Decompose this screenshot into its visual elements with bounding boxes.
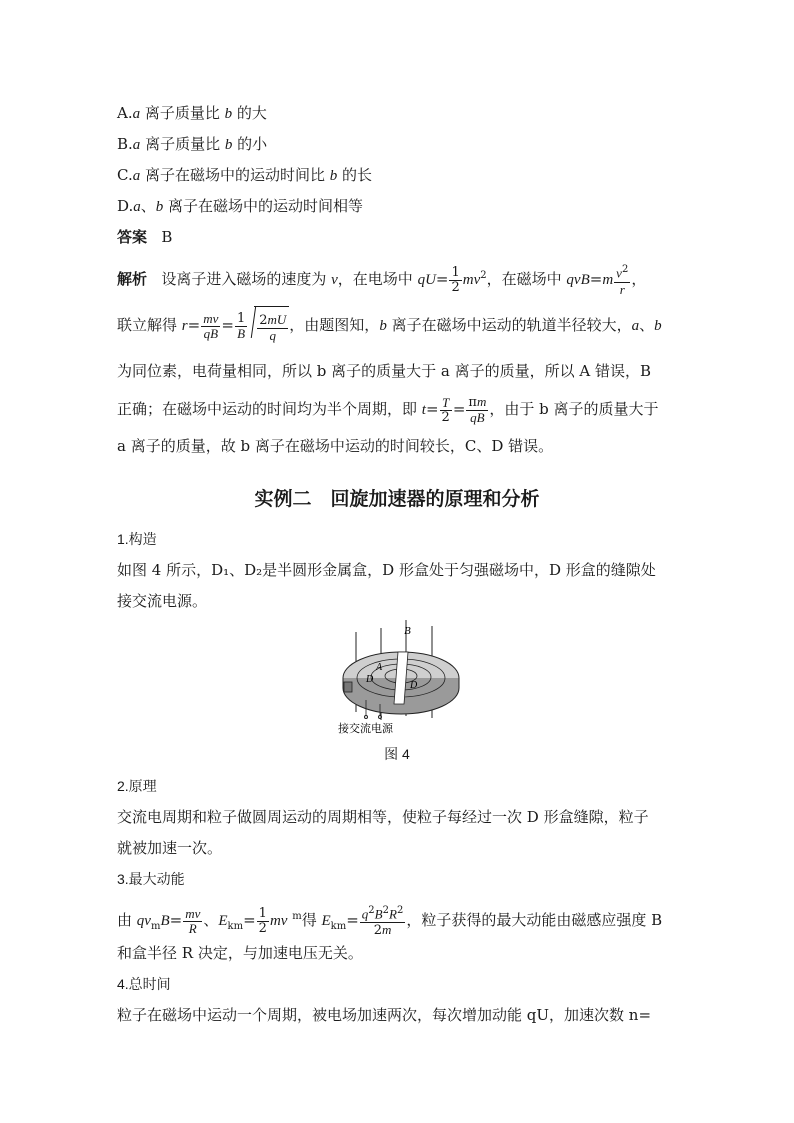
s3-title: 3.最大动能 — [117, 871, 185, 887]
analysis-line-3: 为同位素，电荷量相同，所以 b 离子的质量大于 a 离子的质量，所以 A 错误，B — [117, 362, 652, 380]
cyclotron-diagram — [336, 620, 466, 740]
label-d2: D — [410, 680, 418, 691]
analysis-line-5: a 离子的质量，故 b 离子在磁场中运动的时间较长，C、D 错误。 — [117, 437, 554, 455]
s4-title: 4.总时间 — [117, 976, 171, 992]
option-a: A.a 离子质量比 b 的大 — [117, 104, 267, 122]
s4-p1: 粒子在磁场中运动一个周期，被电场加速两次，每次增加动能 qU，加速次数 n= — [117, 1006, 652, 1024]
answer-value: B — [161, 228, 173, 246]
option-c: C.a 离子在磁场中的运动时间比 b 的长 — [117, 166, 373, 184]
label-b: B — [404, 625, 411, 637]
s3-p2: 和盒半径 R 决定，与加速电压无关。 — [117, 944, 363, 962]
analysis-line-1: 解析 设离子进入磁场的速度为 v，在电场中 qU= $\frac{1}{2}$ $mv^2$，在磁场中 qvB=m $\frac{v^2}{r}$ ， — [117, 264, 647, 297]
s2-p1: 交流电周期和粒子做圆周运动的周期相等，使粒子每经过一次 D 形盒缝隙，粒子 — [117, 808, 649, 826]
s1-p1: 如图 4 所示，D₁、D₂是半圆形金属盒，D 形盒处于匀强磁场中，D 形盒的缝隙处 — [117, 561, 656, 579]
s1-title: 1.构造 — [117, 531, 157, 547]
analysis-line-4: 正确；在磁场中运动的时间均为半个周期，即 t= $\frac{T}{2}$ = $\frac{\pi m}{qB}$ ，由于 b 离子的质量大于 — [117, 394, 659, 425]
s2-title: 2.原理 — [117, 778, 157, 794]
s2-p2: 就被加速一次。 — [117, 839, 223, 857]
answer-label: 答案 — [117, 228, 148, 246]
option-d: D.a、b 离子在磁场中的运动时间相等 — [117, 197, 364, 215]
s3-p1: 由 $qv_mB=$ $\frac{mv}{R}$ 、$E_{km}=$ $\frac{1}{2}$ mv $^m$得 $E_{km}=$ $\frac{q^2B^2R^2}{2m}$ ，粒子获得的最大动能由磁感应强度 B — [117, 904, 663, 939]
cyclotron-figure — [336, 620, 466, 740]
analysis-line-2: 联立解得 r= $\frac{mv}{qB}$ = $\frac{1}{B}$ $\frac{2mU}{q}$ ，由题图知，b 离子在磁场中运动的轨道半径较大，a、b — [117, 305, 682, 345]
label-source: 接交流电源 — [338, 722, 393, 735]
section-title: 实例二 回旋加速器的原理和分析 — [254, 488, 540, 510]
answer-line — [117, 222, 682, 252]
option-b: B.a 离子质量比 b 的小 — [117, 135, 268, 153]
figure-caption: 图 4 — [384, 746, 410, 762]
label-a: A — [376, 662, 383, 673]
s1-p2: 接交流电源。 — [117, 592, 208, 610]
label-d1: D — [366, 674, 374, 685]
